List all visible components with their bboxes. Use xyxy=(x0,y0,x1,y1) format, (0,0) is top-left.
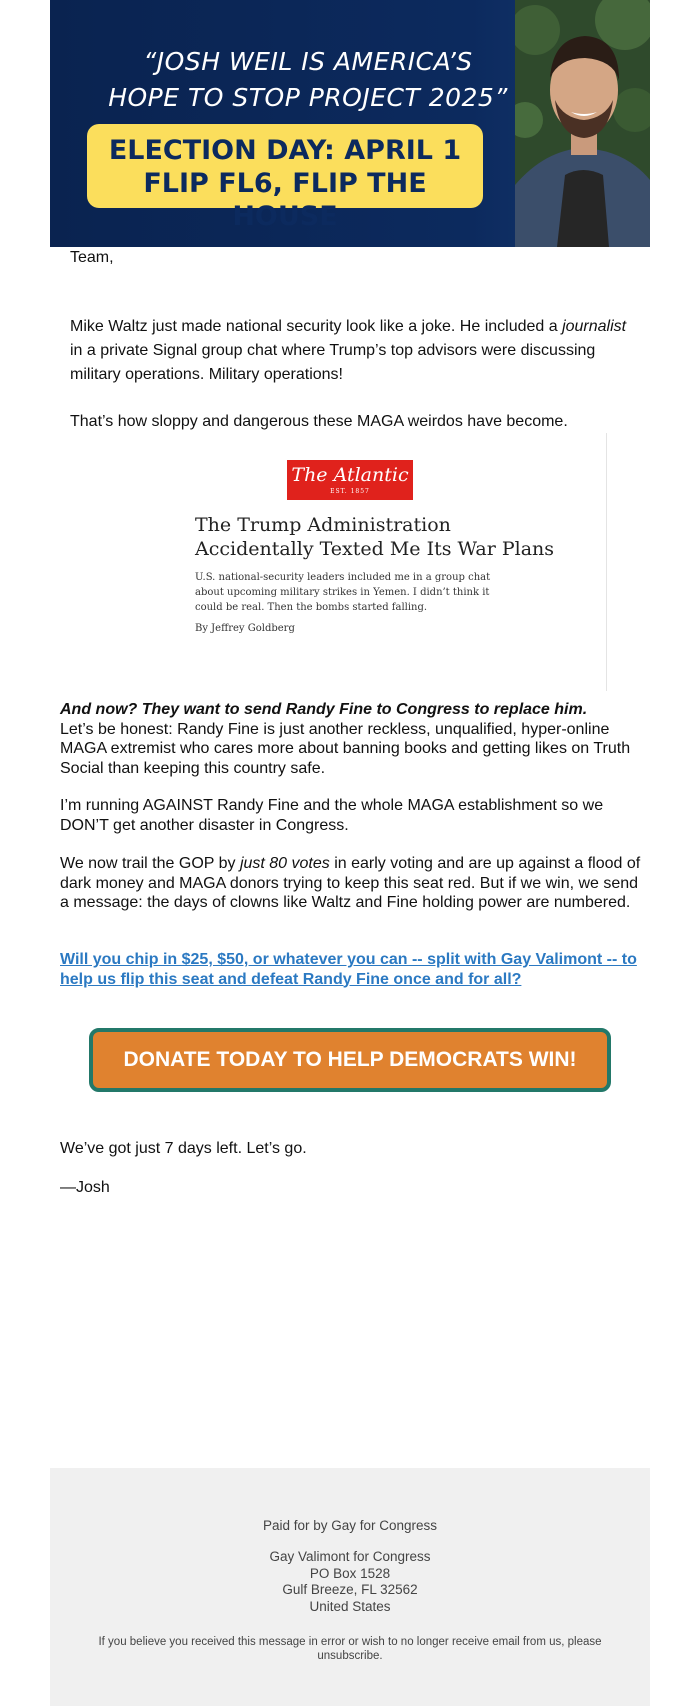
paragraph-running-against: I’m running AGAINST Randy Fine and the whole MAGA establishment so we DON’T get another disaster in Congress. xyxy=(60,797,604,834)
hero-quote xyxy=(78,44,538,116)
election-day-line: ELECTION DAY: APRIL 1 xyxy=(108,135,462,166)
hero-quote-line-2: HOPE TO STOP PROJECT 2025” xyxy=(108,83,508,112)
address-country: United States xyxy=(309,1598,391,1614)
hero-banner xyxy=(50,0,650,247)
paragraph-trail-text-b: in early voting and are up against a flood of dark money and MAGA donors trying to keep this seat red. But if we win, we send a message: the days of clowns like Waltz and Fine holding power are numbered. xyxy=(60,855,641,911)
paragraph-trail-text-a: We now trail the GOP by xyxy=(60,855,240,872)
paragraph-waltz xyxy=(70,315,640,387)
signoff: —Josh xyxy=(60,1179,110,1196)
paragraph-trail-emphasis: just 80 votes xyxy=(239,855,330,872)
closing-line: We’ve got just 7 days left. Let’s go. xyxy=(60,1140,307,1157)
atlantic-article-card[interactable] xyxy=(70,433,607,691)
flip-the-house-line: FLIP FL6, FLIP THE HOUSE xyxy=(143,168,427,232)
atlantic-logo xyxy=(287,460,413,500)
unsubscribe-notice[interactable]: If you believe you received this message in error or wish to no longer receive email from us, please unsubscribe. xyxy=(98,1636,602,1662)
chip-in-link[interactable]: Will you chip in $25, $50, or whatever you can -- split with Gay Valimont -- to help us flip this seat and defeat Randy Fine once and for all? xyxy=(60,951,637,988)
donate-button[interactable]: DONATE TODAY TO HELP DEMOCRATS WIN! xyxy=(89,1028,611,1092)
paragraph-waltz-text-a: Mike Waltz just made national security look like a joke. He included a xyxy=(70,318,563,335)
address-org: Gay Valimont for Congress xyxy=(269,1549,431,1564)
address-city: Gulf Breeze, FL 32562 xyxy=(282,1582,418,1597)
paid-for-disclaimer: Paid for by Gay for Congress xyxy=(262,1518,438,1533)
greeting: Team, xyxy=(70,249,114,266)
atlantic-logo-name: The Atlantic xyxy=(291,464,409,486)
election-day-box xyxy=(87,124,483,232)
article-headline-line-1: The Trump Administration xyxy=(195,514,451,536)
atlantic-logo-est: EST. 1857 xyxy=(330,488,370,495)
paragraph-waltz-emphasis: journalist xyxy=(562,318,627,335)
article-headline xyxy=(195,513,595,561)
footer xyxy=(50,1468,650,1706)
mailing-address xyxy=(50,1549,650,1615)
paragraph-trail-gop xyxy=(60,854,650,913)
article-byline: By Jeffrey Goldberg xyxy=(195,623,295,634)
article-headline-line-2: Accidentally Texted Me Its War Plans xyxy=(195,538,555,560)
article-dek: U.S. national-security leaders included me in a group chat about upcoming military strikes in Yemen. I didn’t think it could be real. Then the bombs started falling. xyxy=(195,572,491,613)
address-po-box: PO Box 1528 xyxy=(309,1565,391,1581)
paragraph-waltz-text-b: in a private Signal group chat where Trump’s top advisors were discussing military operations. Military operations! xyxy=(70,342,596,383)
paragraph-randy-fine xyxy=(60,700,650,778)
paragraph-sloppy: That’s how sloppy and dangerous these MAGA weirdos have become. xyxy=(70,413,568,430)
candidate-portrait xyxy=(515,0,650,247)
paragraph-randy-fine-heading: And now? They want to send Randy Fine to Congress to replace him. xyxy=(60,701,588,718)
paragraph-randy-fine-body: Let’s be honest: Randy Fine is just another reckless, unqualified, hyper-online MAGA extremist who cares more about banning books and getting likes on Truth Social than keeping this country safe. xyxy=(60,720,631,777)
hero-quote-line-1: “JOSH WEIL IS AMERICA’S xyxy=(143,47,473,76)
ask-paragraph xyxy=(60,950,650,989)
